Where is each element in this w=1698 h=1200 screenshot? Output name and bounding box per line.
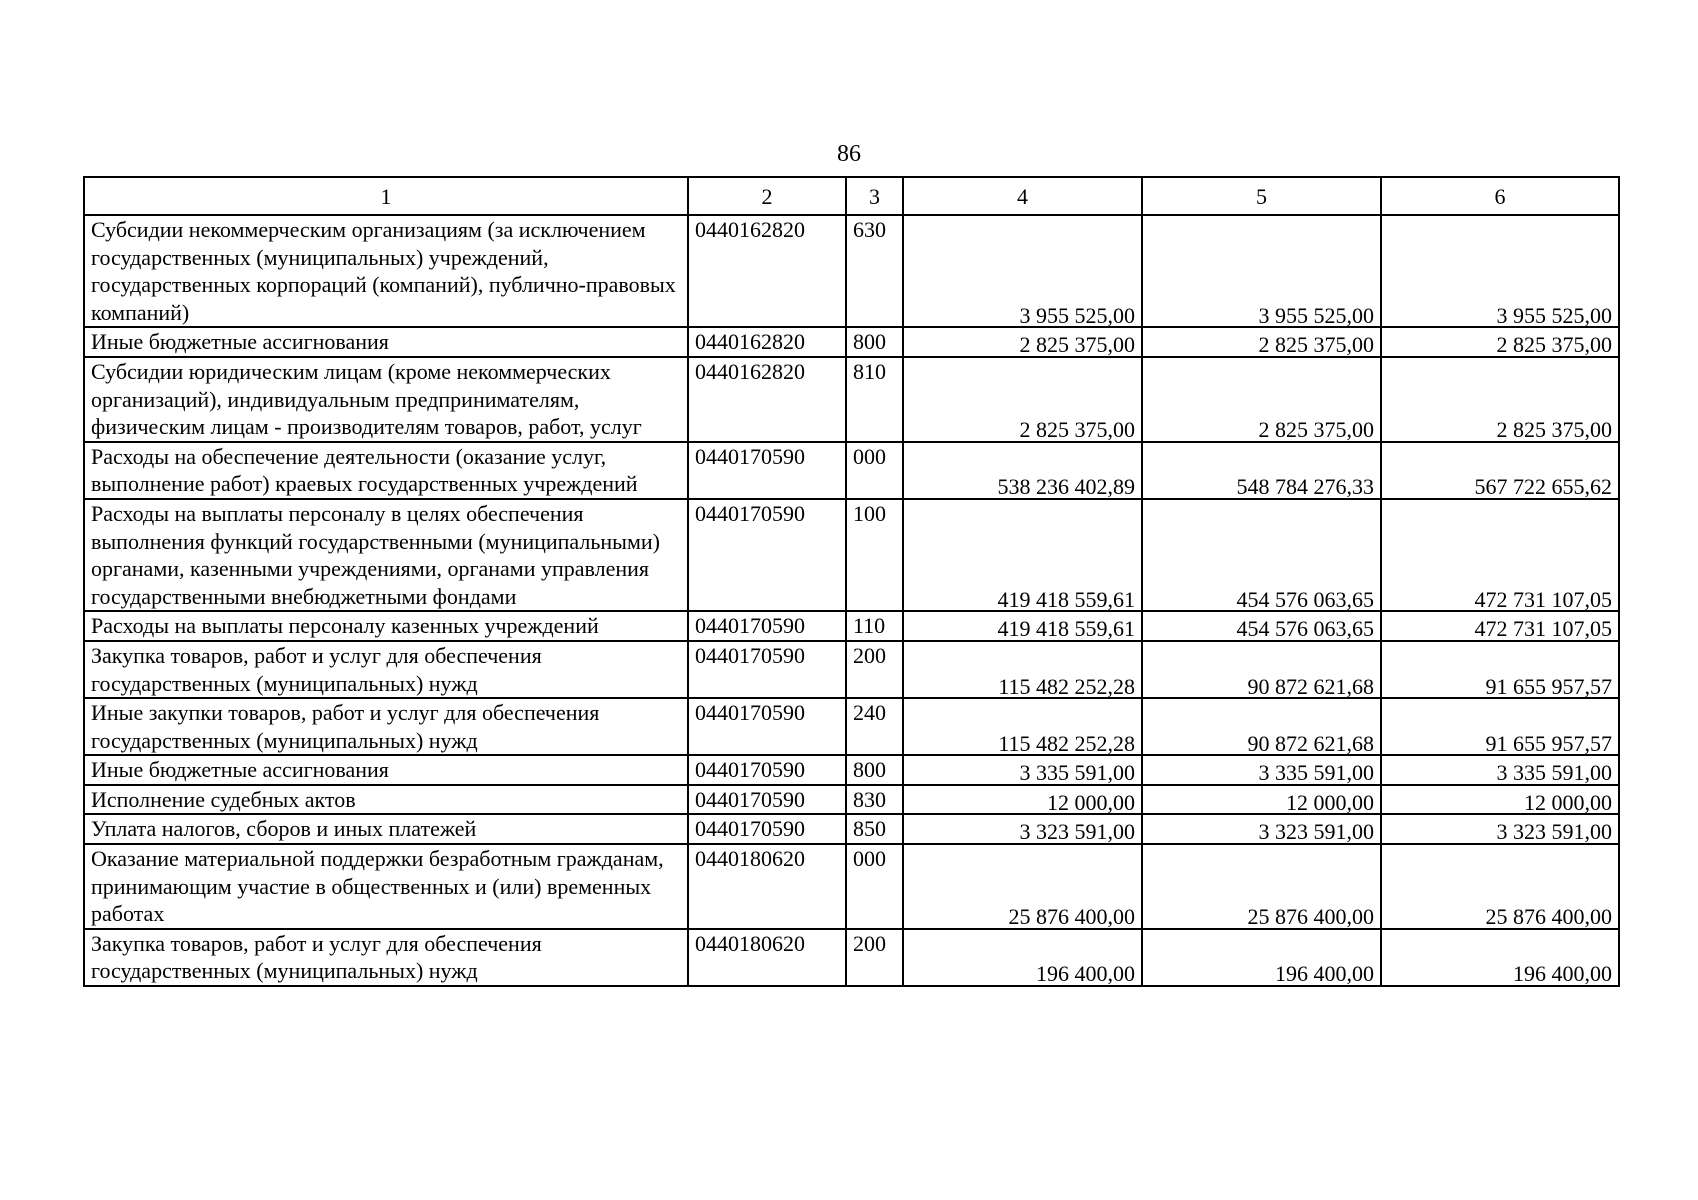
amount-col4-cell (903, 755, 1142, 785)
amount-col4-cell (903, 785, 1142, 815)
expense-type-cell: 800 (846, 327, 903, 357)
expense-type-cell: 110 (846, 611, 903, 641)
expense-name-cell: Расходы на обеспечение деятельности (оказание услуг, выполнение работ) краевых государственных учреждений (84, 442, 688, 499)
column-header: 5 (1142, 177, 1381, 215)
amount-value: 3 955 525,00 (1258, 302, 1374, 328)
budget-table (83, 176, 1620, 987)
amount-value: 3 335 591,00 (1258, 760, 1374, 786)
amount-col5-cell (1142, 327, 1381, 357)
amount-col5-cell (1142, 357, 1381, 442)
amount-col5-cell (1142, 611, 1381, 641)
amount-value: 419 418 559,61 (997, 586, 1135, 612)
amount-value: 3 323 591,00 (1019, 819, 1135, 845)
amount-col6-cell (1381, 755, 1619, 785)
amount-col5-cell (1142, 844, 1381, 929)
table-row (84, 499, 1619, 611)
amount-col6-cell (1381, 698, 1619, 755)
amount-col4-cell (903, 442, 1142, 499)
target-code-cell: 0440170590 (688, 698, 846, 755)
amount-value: 115 482 252,28 (998, 673, 1135, 699)
amount-value: 196 400,00 (1513, 961, 1612, 987)
amount-value: 472 731 107,05 (1474, 616, 1612, 642)
amount-value: 567 722 655,62 (1474, 474, 1612, 500)
amount-value: 196 400,00 (1275, 961, 1374, 987)
page-number: 86 (837, 141, 861, 167)
table-row (84, 785, 1619, 815)
amount-value: 12 000,00 (1047, 789, 1135, 815)
table-row (84, 641, 1619, 698)
amount-col5-cell (1142, 698, 1381, 755)
target-code-cell: 0440170590 (688, 442, 846, 499)
amount-col6-cell (1381, 215, 1619, 327)
target-code-cell: 0440170590 (688, 499, 846, 611)
expense-type-cell: 100 (846, 499, 903, 611)
expense-name-cell: Иные закупки товаров, работ и услуг для обеспечения государственных (муниципальных) нужд (84, 698, 688, 755)
amount-value: 454 576 063,65 (1236, 616, 1374, 642)
table-row (84, 327, 1619, 357)
amount-col6-cell (1381, 929, 1619, 986)
table-row (84, 442, 1619, 499)
expense-name-cell: Субсидии некоммерческим организациям (за исключением государственных (муниципальных) учреждений, государственных корпораций (компаний), публично-правовых компаний) (84, 215, 688, 327)
amount-col4-cell (903, 698, 1142, 755)
expense-name-cell: Исполнение судебных актов (84, 785, 688, 815)
amount-value: 2 825 375,00 (1496, 417, 1612, 443)
amount-value: 3 955 525,00 (1019, 302, 1135, 328)
amount-col4-cell (903, 611, 1142, 641)
table-row (84, 611, 1619, 641)
amount-value: 25 876 400,00 (1485, 904, 1612, 930)
expense-type-cell: 810 (846, 357, 903, 442)
expense-name-cell: Субсидии юридическим лицам (кроме некоммерческих организаций), индивидуальным предпринимателям, физическим лицам - производителям товаров, работ, услуг (84, 357, 688, 442)
expense-name-cell: Закупка товаров, работ и услуг для обеспечения государственных (муниципальных) нужд (84, 929, 688, 986)
amount-col4-cell (903, 929, 1142, 986)
expense-name-cell: Расходы на выплаты персоналу в целях обеспечения выполнения функций государственными (муниципальными) органами, казенными учреждениями, органами управления государственными внебюджетными фондами (84, 499, 688, 611)
expense-type-cell: 830 (846, 785, 903, 815)
table-row (84, 755, 1619, 785)
target-code-cell: 0440180620 (688, 929, 846, 986)
amount-col5-cell (1142, 929, 1381, 986)
amount-value: 90 872 621,68 (1247, 730, 1374, 756)
target-code-cell: 0440162820 (688, 327, 846, 357)
amount-col4-cell (903, 499, 1142, 611)
amount-value: 91 655 957,57 (1485, 730, 1612, 756)
amount-value: 3 335 591,00 (1019, 760, 1135, 786)
amount-value: 196 400,00 (1036, 961, 1135, 987)
expense-name-cell: Иные бюджетные ассигнования (84, 327, 688, 357)
amount-col4-cell (903, 327, 1142, 357)
target-code-cell: 0440170590 (688, 641, 846, 698)
column-header: 3 (846, 177, 903, 215)
amount-col4-cell (903, 814, 1142, 844)
column-header: 2 (688, 177, 846, 215)
amount-value: 25 876 400,00 (1008, 904, 1135, 930)
expense-name-cell: Оказание материальной поддержки безработным гражданам, принимающим участие в общественных и (или) временных работах (84, 844, 688, 929)
amount-col6-cell (1381, 814, 1619, 844)
amount-col4-cell (903, 844, 1142, 929)
table-body (84, 215, 1619, 986)
expense-type-cell: 630 (846, 215, 903, 327)
amount-col5-cell (1142, 499, 1381, 611)
amount-col5-cell (1142, 215, 1381, 327)
amount-col6-cell (1381, 327, 1619, 357)
amount-col6-cell (1381, 499, 1619, 611)
amount-value: 472 731 107,05 (1474, 586, 1612, 612)
expense-type-cell: 850 (846, 814, 903, 844)
amount-value: 25 876 400,00 (1247, 904, 1374, 930)
expense-type-cell: 240 (846, 698, 903, 755)
amount-value: 548 784 276,33 (1236, 474, 1374, 500)
target-code-cell: 0440170590 (688, 611, 846, 641)
amount-value: 2 825 375,00 (1258, 332, 1374, 358)
expense-type-cell: 200 (846, 641, 903, 698)
amount-col5-cell (1142, 785, 1381, 815)
amount-value: 12 000,00 (1524, 789, 1612, 815)
amount-col6-cell (1381, 785, 1619, 815)
expense-name-cell: Иные бюджетные ассигнования (84, 755, 688, 785)
table-row (84, 844, 1619, 929)
target-code-cell: 0440170590 (688, 755, 846, 785)
amount-value: 90 872 621,68 (1247, 673, 1374, 699)
amount-col5-cell (1142, 442, 1381, 499)
column-header: 6 (1381, 177, 1619, 215)
column-header: 1 (84, 177, 688, 215)
amount-col6-cell (1381, 357, 1619, 442)
expense-type-cell: 000 (846, 442, 903, 499)
amount-value: 2 825 375,00 (1019, 332, 1135, 358)
table-row (84, 814, 1619, 844)
target-code-cell: 0440170590 (688, 785, 846, 815)
expense-type-cell: 000 (846, 844, 903, 929)
amount-col5-cell (1142, 755, 1381, 785)
amount-value: 454 576 063,65 (1236, 586, 1374, 612)
amount-value: 12 000,00 (1286, 789, 1374, 815)
amount-value: 2 825 375,00 (1258, 417, 1374, 443)
amount-col5-cell (1142, 641, 1381, 698)
amount-col4-cell (903, 215, 1142, 327)
amount-value: 3 323 591,00 (1496, 819, 1612, 845)
target-code-cell: 0440162820 (688, 215, 846, 327)
expense-name-cell: Расходы на выплаты персоналу казенных учреждений (84, 611, 688, 641)
expense-type-cell: 200 (846, 929, 903, 986)
column-header: 4 (903, 177, 1142, 215)
amount-value: 419 418 559,61 (997, 616, 1135, 642)
amount-col6-cell (1381, 641, 1619, 698)
amount-col6-cell (1381, 611, 1619, 641)
expense-name-cell: Закупка товаров, работ и услуг для обеспечения государственных (муниципальных) нужд (84, 641, 688, 698)
expense-name-cell: Уплата налогов, сборов и иных платежей (84, 814, 688, 844)
table-row (84, 698, 1619, 755)
amount-value: 2 825 375,00 (1496, 332, 1612, 358)
target-code-cell: 0440180620 (688, 844, 846, 929)
table-row (84, 929, 1619, 986)
amount-value: 115 482 252,28 (998, 730, 1135, 756)
amount-value: 2 825 375,00 (1019, 417, 1135, 443)
target-code-cell: 0440162820 (688, 357, 846, 442)
amount-col4-cell (903, 641, 1142, 698)
amount-value: 91 655 957,57 (1485, 673, 1612, 699)
amount-col6-cell (1381, 844, 1619, 929)
expense-type-cell: 800 (846, 755, 903, 785)
amount-value: 538 236 402,89 (997, 474, 1135, 500)
table-row (84, 215, 1619, 327)
amount-col5-cell (1142, 814, 1381, 844)
target-code-cell: 0440170590 (688, 814, 846, 844)
amount-value: 3 323 591,00 (1258, 819, 1374, 845)
amount-value: 3 955 525,00 (1496, 302, 1612, 328)
amount-value: 3 335 591,00 (1496, 760, 1612, 786)
amount-col4-cell (903, 357, 1142, 442)
amount-col6-cell (1381, 442, 1619, 499)
table-row (84, 357, 1619, 442)
column-number-row (84, 177, 1619, 215)
